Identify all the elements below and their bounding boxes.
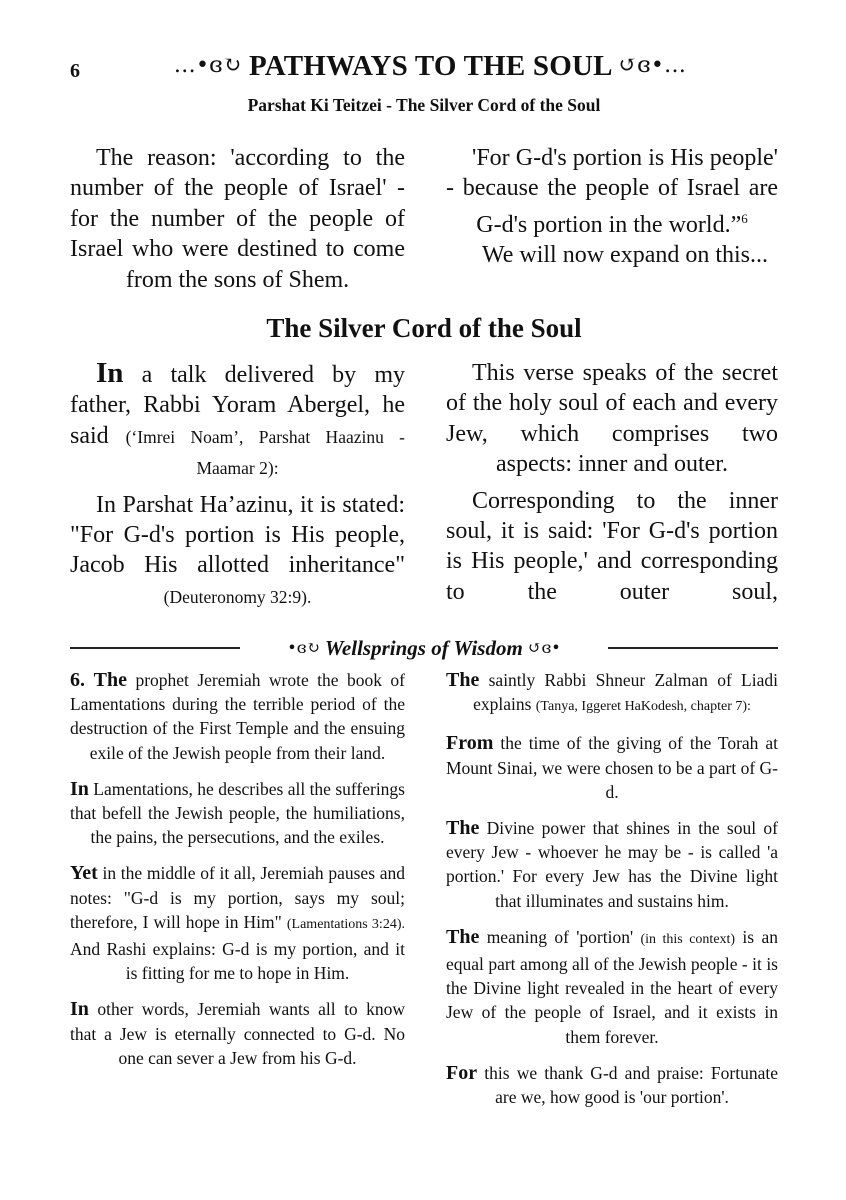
footnote-paragraph: In other words, Jeremiah wants all to know that a Jew is eternally connected to G-d. No one can sever a Jew from his G-d. [70,998,405,1068]
lead-word: The [446,669,480,691]
footnote-paragraph: In Lamentations, he describes all the sufferings that befell the Jewish people, the humiliations, the pains, the persecutions, and the exiles. [70,777,405,848]
section-title: The Silver Cord of the Soul [266,313,582,343]
lead-word: The [446,817,480,840]
footnote-paragraph: The saintly Rabbi Shneur Zalman of Liadi explains (Tanya, Iggeret HaKodesh, chapter 7): [446,669,778,715]
source-reference: (in this context) [640,931,736,947]
wellsprings-divider [70,636,778,660]
source-reference: (Deuteronomy 32:9). [163,586,312,607]
intro-left-paragraph: The reason: 'according to the number of the people of Israel' - for the number of the people of Israel who were destined to come from the sons of Shem. [70,145,405,293]
page-number: 6 [70,60,80,82]
divider-label: •ɞ↻ Wellsprings of Wisdom ↺ɞ• [287,636,561,660]
footnote-paragraph: The Divine power that shines in the soul of every Jew - whoever he may be - is called 'a portion.' For every Jew has the Divine light that illuminates and sustains him. [446,817,778,911]
ornament-right-icon: ↺ɞ•… [618,53,687,78]
footnote-paragraph: Yet in the middle of it all, Jeremiah pauses and notes: "G-d is my portion, says my soul; therefore, I will hope in Him" (Lamentations 3:24). And Rashi explains: G-d is my portion, and it is fitting for me to hope in Him. [70,862,405,984]
footnote-paragraph: From the time of the giving of the Torah at Mount Sinai, we were chosen to be a part of G-d. [446,732,778,802]
book-title: PATHWAYS TO THE SOUL [248,50,612,82]
lead-word: From [446,732,494,755]
section-left-paragraph-1: In a talk delivered by my father, Rabbi Yoram Abergel, he said (‘Imrei Noam’, Parshat Haazinu - Maamar 2): [70,357,405,479]
section-right-paragraph-1: This verse speaks of the secret of the holy soul of each and every Jew, which comprises two aspects: inner and outer. [446,360,778,478]
lead-word: In [96,357,124,389]
lead-word: In [70,998,89,1021]
intro-right-text: 'For G-d's portion is His people' - because the people of Israel are G-d's portion in the world.” [446,145,778,238]
intro-left-column [70,143,405,295]
intro-right-paragraph [446,143,778,240]
lead-word: For [446,1061,478,1084]
section-right-column [446,358,778,607]
chapter-subtitle: Parshat Ki Teitzei - The Silver Cord of the Soul [247,95,601,115]
section-right-paragraph-2: Corresponding to the inner soul, it is said: 'For G-d's portion is His people,' and corresponding to the outer soul, [446,487,778,605]
footnote-left-column [70,668,405,1082]
lead-word: The [446,925,480,948]
footnote-marker: 6 [741,210,748,226]
ornament-left-icon: …•ɞ↻ [173,53,242,78]
section-left-column [70,358,405,612]
source-reference: (Tanya, Iggeret HaKodesh, chapter 7): [535,699,751,715]
lead-word: 6. The [70,669,128,691]
source-reference: (‘Imrei Noam’, Parshat Haazinu - Maamar 2): [125,426,405,479]
running-header [130,50,730,83]
source-reference: (Lamentations 3:24). [286,916,405,932]
divider-ornament-right-icon: ↺ɞ• [528,638,561,657]
lead-word: Yet [70,862,98,885]
section-left-paragraph-2: In Parshat Ha’azinu, it is stated: "For G-d's portion is His people, Jacob His allotted inheritance" (Deuteronomy 32:9). [70,491,405,607]
footnote-paragraph: 6. The prophet Jeremiah wrote the book of Lamentations during the terrible period of the destruction of the First Temple and the ensuing exile of the Jewish people from their land. [70,669,405,763]
divider-rule-right [608,647,778,649]
divider-ornament-left-icon: •ɞ↻ [287,638,320,657]
footnote-right-column [446,668,778,1121]
intro-right-column [446,143,778,271]
divider-rule-left [70,647,240,649]
footnote-paragraph: For this we thank G-d and praise: Fortunate are we, how good is 'our portion'. [446,1061,778,1108]
intro-right-paragraph-2: We will now expand on this... [481,242,769,269]
footnote-paragraph: The meaning of 'portion' (in this context) is an equal part among all of the Jewish people - it is the Divine light revealed in the heart of every Jew of the people of Israel, and it exists in them forever. [446,925,778,1047]
lead-word: In [70,777,89,800]
